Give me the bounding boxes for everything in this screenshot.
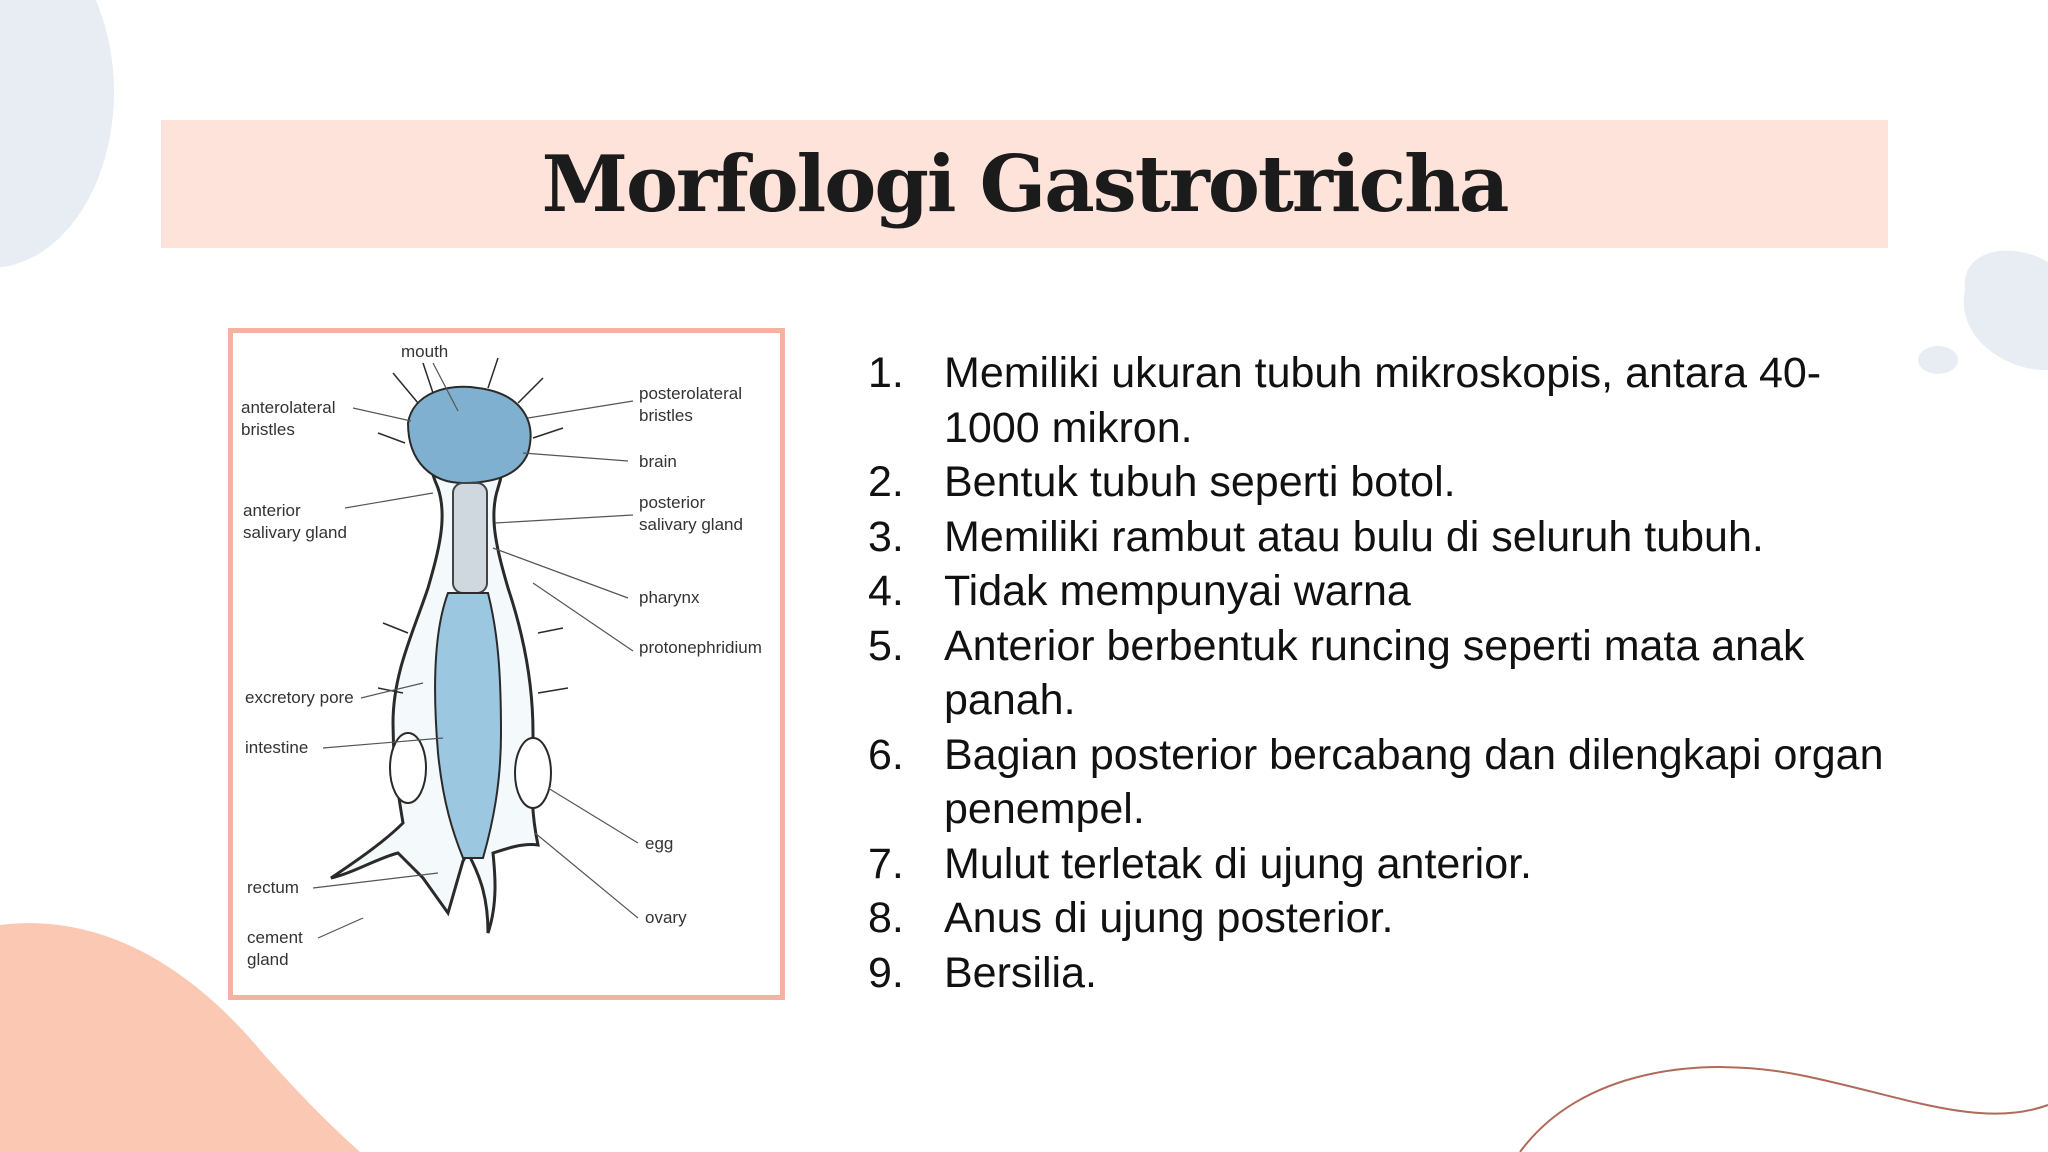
label-posterolateral-2: bristles <box>639 406 693 425</box>
pharynx-shape <box>453 483 487 593</box>
list-item <box>860 619 1900 728</box>
list-number: 1. <box>868 349 904 397</box>
list-number: 9. <box>868 948 904 997</box>
blob-right-small <box>1918 346 1958 374</box>
label-protonephridium: protonephridium <box>639 638 762 657</box>
label-cement-gland-1: cement <box>247 928 303 947</box>
list-number: 5. <box>868 621 904 670</box>
list-item <box>860 510 1900 565</box>
gastrotricha-diagram <box>233 333 780 995</box>
label-egg: egg <box>645 834 674 853</box>
list-text: Memiliki ukuran tubuh mikroskopis, antara 40-1000 mikron. <box>944 349 1822 452</box>
label-anterolateral-1: anterolateral <box>241 398 336 417</box>
list-text: Anterior berbentuk runcing seperti mata anak panah. <box>944 621 1805 724</box>
list-item <box>860 728 1900 837</box>
label-rectum: rectum <box>247 878 299 897</box>
label-intestine: intestine <box>245 738 309 757</box>
list-number: 7. <box>868 839 904 888</box>
label-anterior-gland-2: salivary gland <box>243 523 347 542</box>
list-item <box>860 564 1900 619</box>
list-text: Bersilia. <box>944 948 1097 997</box>
label-excretory-pore: excretory pore <box>245 688 354 707</box>
label-posterior-gland-1: posterior <box>639 493 706 512</box>
label-cement-gland-2: gland <box>247 950 289 969</box>
gastrotricha-figure <box>228 328 785 1000</box>
list-item <box>860 455 1900 510</box>
list-text: Bagian posterior bercabang dan dilengkapi organ penempel. <box>944 730 1884 833</box>
list-number: 8. <box>868 894 904 942</box>
list-number: 6. <box>868 730 904 779</box>
blob-right <box>1964 251 2048 371</box>
list-number: 3. <box>868 512 904 561</box>
list-text: Mulut terletak di ujung anterior. <box>944 839 1532 888</box>
label-anterolateral-2: bristles <box>241 420 295 439</box>
head <box>408 387 531 483</box>
characteristics-list <box>860 346 1900 1000</box>
egg-right <box>515 738 551 808</box>
curve-line <box>1520 1067 2048 1152</box>
list-text: Memiliki rambut atau bulu di seluruh tubuh. <box>944 512 1764 561</box>
list-number: 2. <box>868 458 904 506</box>
egg-left <box>390 733 426 803</box>
list-text: Tidak mempunyai warna <box>944 567 1411 615</box>
label-posterolateral-1: posterolateral <box>639 384 743 403</box>
label-mouth: mouth <box>401 342 449 361</box>
list-text: Anus di ujung posterior. <box>944 894 1394 942</box>
list-number: 4. <box>868 567 904 615</box>
label-pharynx: pharynx <box>639 588 700 607</box>
title-band <box>161 120 1888 248</box>
list-item <box>860 346 1900 455</box>
label-brain: brain <box>639 452 677 471</box>
list-item <box>860 946 1900 1001</box>
blob-top-left <box>0 0 114 268</box>
list-item <box>860 891 1900 946</box>
label-anterior-gland-1: anterior <box>243 501 301 520</box>
list-text: Bentuk tubuh seperti botol. <box>944 458 1456 506</box>
label-ovary: ovary <box>645 908 687 927</box>
list-item <box>860 837 1900 892</box>
slide-title: Morfologi Gastrotricha <box>541 138 1508 230</box>
label-posterior-gland-2: salivary gland <box>639 515 743 534</box>
